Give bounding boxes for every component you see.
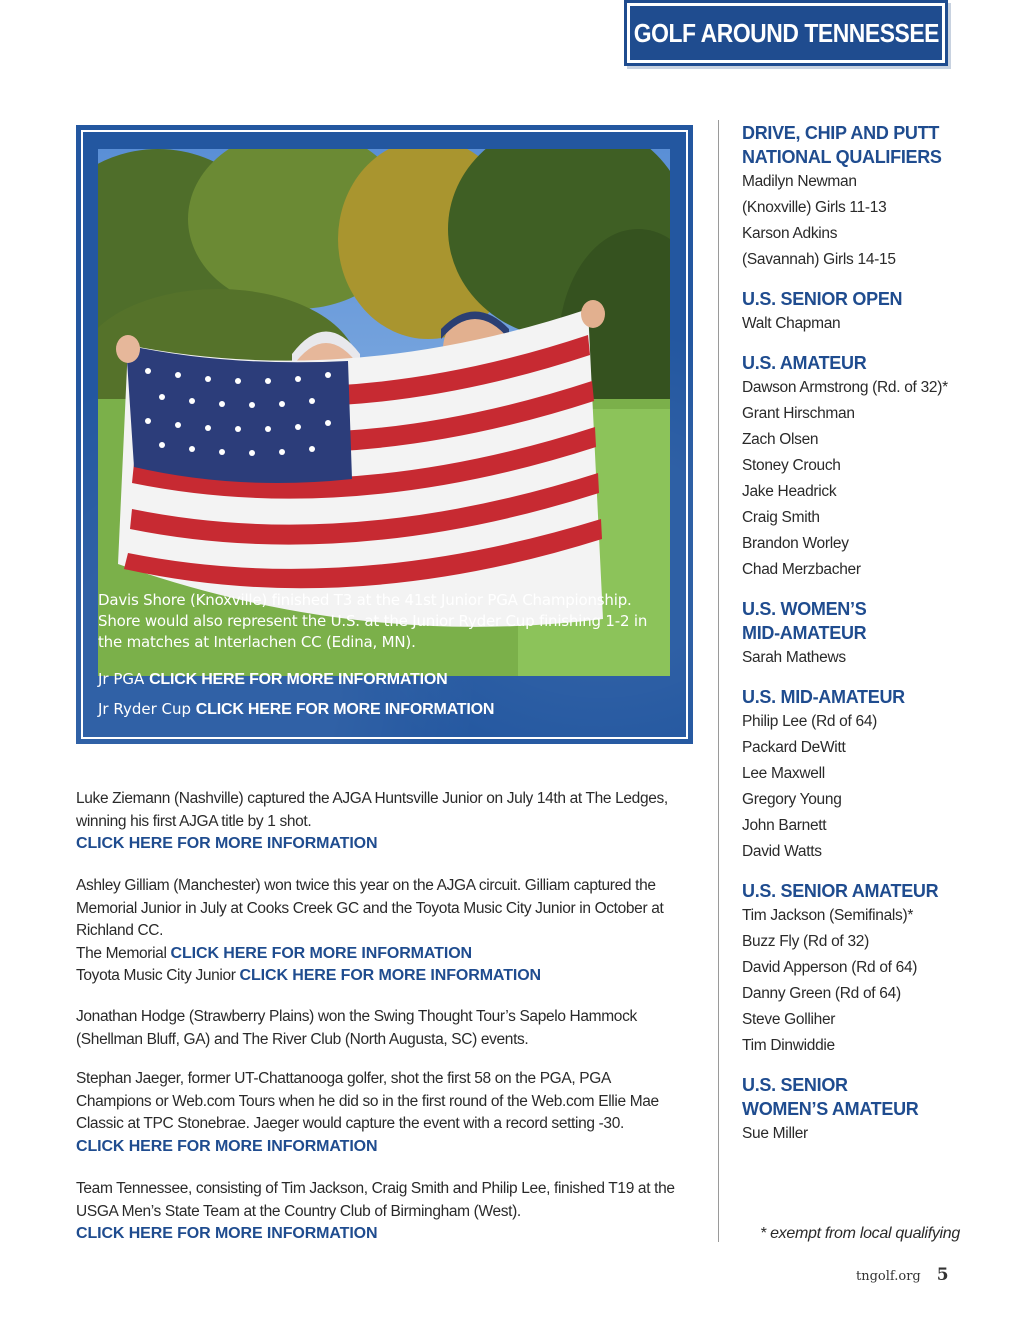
qualifier-name: Philip Lee (Rd of 64) [742,713,878,730]
article-team-tennessee [76,1178,688,1246]
section-heading: U.S. SENIOR [742,1075,848,1095]
sidebar-section-senior-open [742,287,972,337]
qualifier-name: Tim Jackson (Semifinals)* [742,907,914,924]
qualifier-name: Brandon Worley [742,535,849,552]
jr-ryder-cup-link-line [98,700,494,719]
qualifier-name: Stoney Crouch [742,457,841,474]
article-jaeger [76,1068,688,1158]
column-divider [718,120,719,1242]
more-info-link[interactable]: CLICK HERE FOR MORE INFORMATION [76,1137,378,1155]
qualifier-name: Sarah Mathews [742,649,846,666]
sidebar-section-amateur [742,351,972,583]
qualifier-name: David Apperson (Rd of 64) [742,959,918,976]
qualifier-name: (Knoxville) Girls 11-13 [742,199,887,216]
jr-pga-link-line [98,670,447,689]
sidebar-section-dcp [742,121,972,273]
qualifier-name: Karson Adkins [742,225,838,242]
sidebar-section-womens-mid-am [742,597,972,671]
link-prefix: Jr Ryder Cup [98,700,196,718]
section-heading: WOMEN’S AMATEUR [742,1099,919,1119]
sidebar-section-senior-am [742,879,972,1059]
qualifier-name: Buzz Fly (Rd of 32) [742,933,869,950]
section-heading: U.S. AMATEUR [742,353,867,373]
qualifier-name: Chad Merzbacher [742,561,861,578]
section-heading: MID-AMATEUR [742,623,867,643]
more-info-link[interactable]: CLICK HERE FOR MORE INFORMATION [76,1225,378,1242]
section-heading: NATIONAL QUALIFIERS [742,147,942,167]
qualifier-name: Madilyn Newman [742,173,857,190]
section-title: GOLF AROUND TENNESSEE [633,17,939,48]
qualifier-name: David Watts [742,843,822,860]
toyota-music-city-link[interactable]: CLICK HERE FOR MORE INFORMATION [239,967,542,984]
qualifier-name: John Barnett [742,817,827,834]
page-number: 5 [936,1265,949,1285]
link-prefix: The Memorial [76,944,171,962]
article-text: Stephan Jaeger, former UT-Chattanooga golfer, shot the first 58 on the PGA, PGA Champions or Web.com Tours when he did so in the first round of the Web.com Ellie Mae Classic at TPC Stonebrae. Jaeger would capture the event with a record setting -30. [76,1070,659,1132]
qualifier-name: Dawson Armstrong (Rd. of 32)* [742,379,948,396]
qualifier-name: Lee Maxwell [742,765,825,782]
article-text: Luke Ziemann (Nashville) captured the AJGA Huntsville Junior on July 14th at The Ledges, winning his first AJGA title by 1 shot. [76,790,668,830]
qualifier-name: Craig Smith [742,509,820,526]
section-heading: U.S. MID-AMATEUR [742,687,905,707]
qualifier-name: Zach Olsen [742,431,819,448]
section-banner [624,0,948,66]
qualifier-name: Danny Green (Rd of 64) [742,985,901,1002]
article-gilliam [76,875,688,988]
page-footer [856,1265,949,1285]
qualifier-name: Gregory Young [742,791,842,808]
article-text: Ashley Gilliam (Manchester) won twice this year on the AJGA circuit. Gilliam captured the Memorial Junior in July at Cooks Creek GC and the Toyota Music City Junior in October at Richland CC. [76,877,664,939]
article-hodge [76,1006,688,1051]
memorial-link[interactable]: CLICK HERE FOR MORE INFORMATION [170,944,472,962]
article-text: Jonathan Hodge (Strawberry Plains) won the Swing Thought Tour’s Sapelo Hammock (Shellman Bluff, GA) and The River Club (North Augusta, SC) events. [76,1008,637,1048]
exempt-footnote: * exempt from local qualifying [760,1225,960,1242]
qualifier-name: Tim Dinwiddie [742,1037,835,1054]
article-text: Team Tennessee, consisting of Tim Jackson, Craig Smith and Philip Lee, finished T19 at the USGA Men’s State Team at the Country Club of Birmingham (West). [76,1180,675,1220]
jr-ryder-cup-link[interactable]: CLICK HERE FOR MORE INFORMATION [195,701,495,718]
qualifier-name: Steve Golliher [742,1011,836,1028]
section-heading: U.S. WOMEN’S [742,599,867,619]
feature-caption: Davis Shore (Knoxville) finished T3 at the 41st Junior PGA Championship. Shore would also represent the U.S. at the Junior Ryder Cup finishing 1-2 in the matches at Interlachen CC (Edina, MN). [98,591,648,651]
link-prefix: Jr PGA [98,670,150,688]
qualifier-name: (Savannah) Girls 14-15 [742,251,896,268]
article-ziemann [76,788,688,856]
qualifier-name: Walt Chapman [742,315,841,332]
qualifiers-sidebar [742,121,972,1161]
sidebar-section-mid-am [742,685,972,865]
section-heading: DRIVE, CHIP AND PUTT [742,123,940,143]
section-heading: U.S. SENIOR OPEN [742,289,903,309]
qualifier-name: Grant Hirschman [742,405,855,422]
sidebar-section-senior-womens-am [742,1073,972,1147]
jr-pga-link[interactable]: CLICK HERE FOR MORE INFORMATION [149,671,448,688]
qualifier-name: Jake Headrick [742,483,837,500]
site-url: tngolf.org [856,1269,921,1284]
qualifier-name: Packard DeWitt [742,739,846,756]
link-prefix: Toyota Music City Junior [76,967,240,984]
more-info-link[interactable]: CLICK HERE FOR MORE INFORMATION [76,835,378,852]
section-heading: U.S. SENIOR AMATEUR [742,881,939,901]
qualifier-name: Sue Miller [742,1125,808,1142]
